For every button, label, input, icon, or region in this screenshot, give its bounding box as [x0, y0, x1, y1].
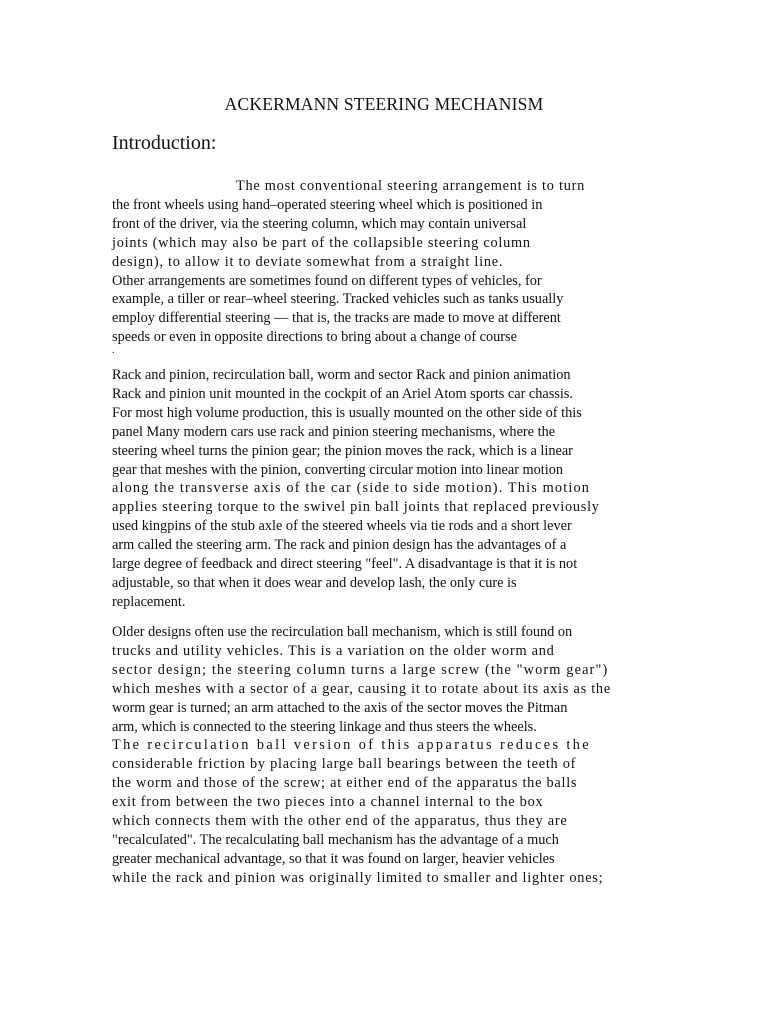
text-line: which connects them with the other end of the apparatus, thus they are [112, 813, 568, 830]
text-line: For most high volume production, this is usually mounted on the other side of this [112, 404, 582, 421]
text-line: the front wheels using hand–operated steering wheel which is positioned in [112, 196, 543, 213]
text-line: Rack and pinion, recirculation ball, worm and sector Rack and pinion animation [112, 367, 571, 383]
text-line: arm, which is connected to the steering linkage and thus steers the wheels. [112, 718, 537, 735]
text-line: the worm and those of the screw; at either end of the apparatus the balls [112, 775, 578, 792]
text-line: design), to allow it to deviate somewhat from a straight line. [112, 253, 504, 270]
text-line: trucks and utility vehicles. This is a variation on the older worm and [112, 642, 555, 659]
text-line: used kingpins of the stub axle of the steered wheels via tie rods and a short lever [112, 518, 572, 535]
text-line: worm gear is turned; an arm attached to the axis of the sector moves the Pitman [112, 699, 568, 716]
text-line: while the rack and pinion was originally limited to smaller and lighter ones; [112, 869, 604, 886]
text-line: replacement. [112, 593, 186, 610]
text-line: greater mechanical advantage, so that it was found on larger, heavier vehicles [112, 850, 555, 867]
text-line: adjustable, so that when it does wear and develop lash, the only cure is [112, 574, 517, 591]
text-line: "recalculated". The recalculating ball mechanism has the advantage of a much [112, 831, 559, 848]
text-line: arm called the steering arm. The rack and pinion design has the advantages of a [112, 537, 567, 554]
document-title: ACKERMANN STEERING MECHANISM [224, 94, 544, 114]
text-line: large degree of feedback and direct steering "feel". A disadvantage is that it is not [112, 556, 578, 573]
text-line: joints (which may also be part of the collapsible steering column [112, 234, 531, 251]
text-line: applies steering torque to the swivel pin ball joints that replaced previously [112, 499, 600, 516]
text-line: which meshes with a sector of a gear, causing it to rotate about its axis as the [112, 680, 611, 697]
text-line: sector design; the steering column turns a large screw (the "worm gear") [112, 661, 609, 678]
text-line: . [112, 345, 115, 357]
text-line: gear that meshes with the pinion, converting circular motion into linear motion [112, 461, 564, 478]
text-line: example, a tiller or rear–wheel steering. Tracked vehicles such as tanks usually [112, 291, 564, 308]
text-line: considerable friction by placing large ball bearings between the teeth of [112, 756, 577, 773]
text-line: steering wheel turns the pinion gear; the pinion moves the rack, which is a linear [112, 442, 573, 459]
text-line: along the transverse axis of the car (side to side motion). This motion [112, 480, 591, 497]
paragraph-introduction [112, 177, 660, 355]
text-line: Rack and pinion unit mounted in the cockpit of an Ariel Atom sports car chassis. [112, 385, 573, 402]
text-line: The most conventional steering arrangement is to turn [236, 178, 586, 194]
paragraph-recirculation-ball [112, 623, 660, 888]
text-line: speeds or even in opposite directions to bring about a change of course [112, 329, 517, 346]
text-line: The recirculation ball version of this apparatus reduces the [112, 737, 592, 754]
text-line: exit from between the two pieces into a channel internal to the box [112, 794, 544, 811]
paragraph-rack-and-pinion [112, 366, 660, 612]
text-line: employ differential steering — that is, the tracks are made to move at different [112, 310, 561, 327]
text-line: front of the driver, via the steering column, which may contain universal [112, 215, 527, 232]
text-line: Other arrangements are sometimes found on different types of vehicles, for [112, 272, 542, 289]
text-line: Older designs often use the recirculation ball mechanism, which is still found on [112, 624, 573, 640]
section-heading-introduction: Introduction: [112, 132, 217, 154]
text-line: panel Many modern cars use rack and pinion steering mechanisms, where the [112, 423, 556, 440]
